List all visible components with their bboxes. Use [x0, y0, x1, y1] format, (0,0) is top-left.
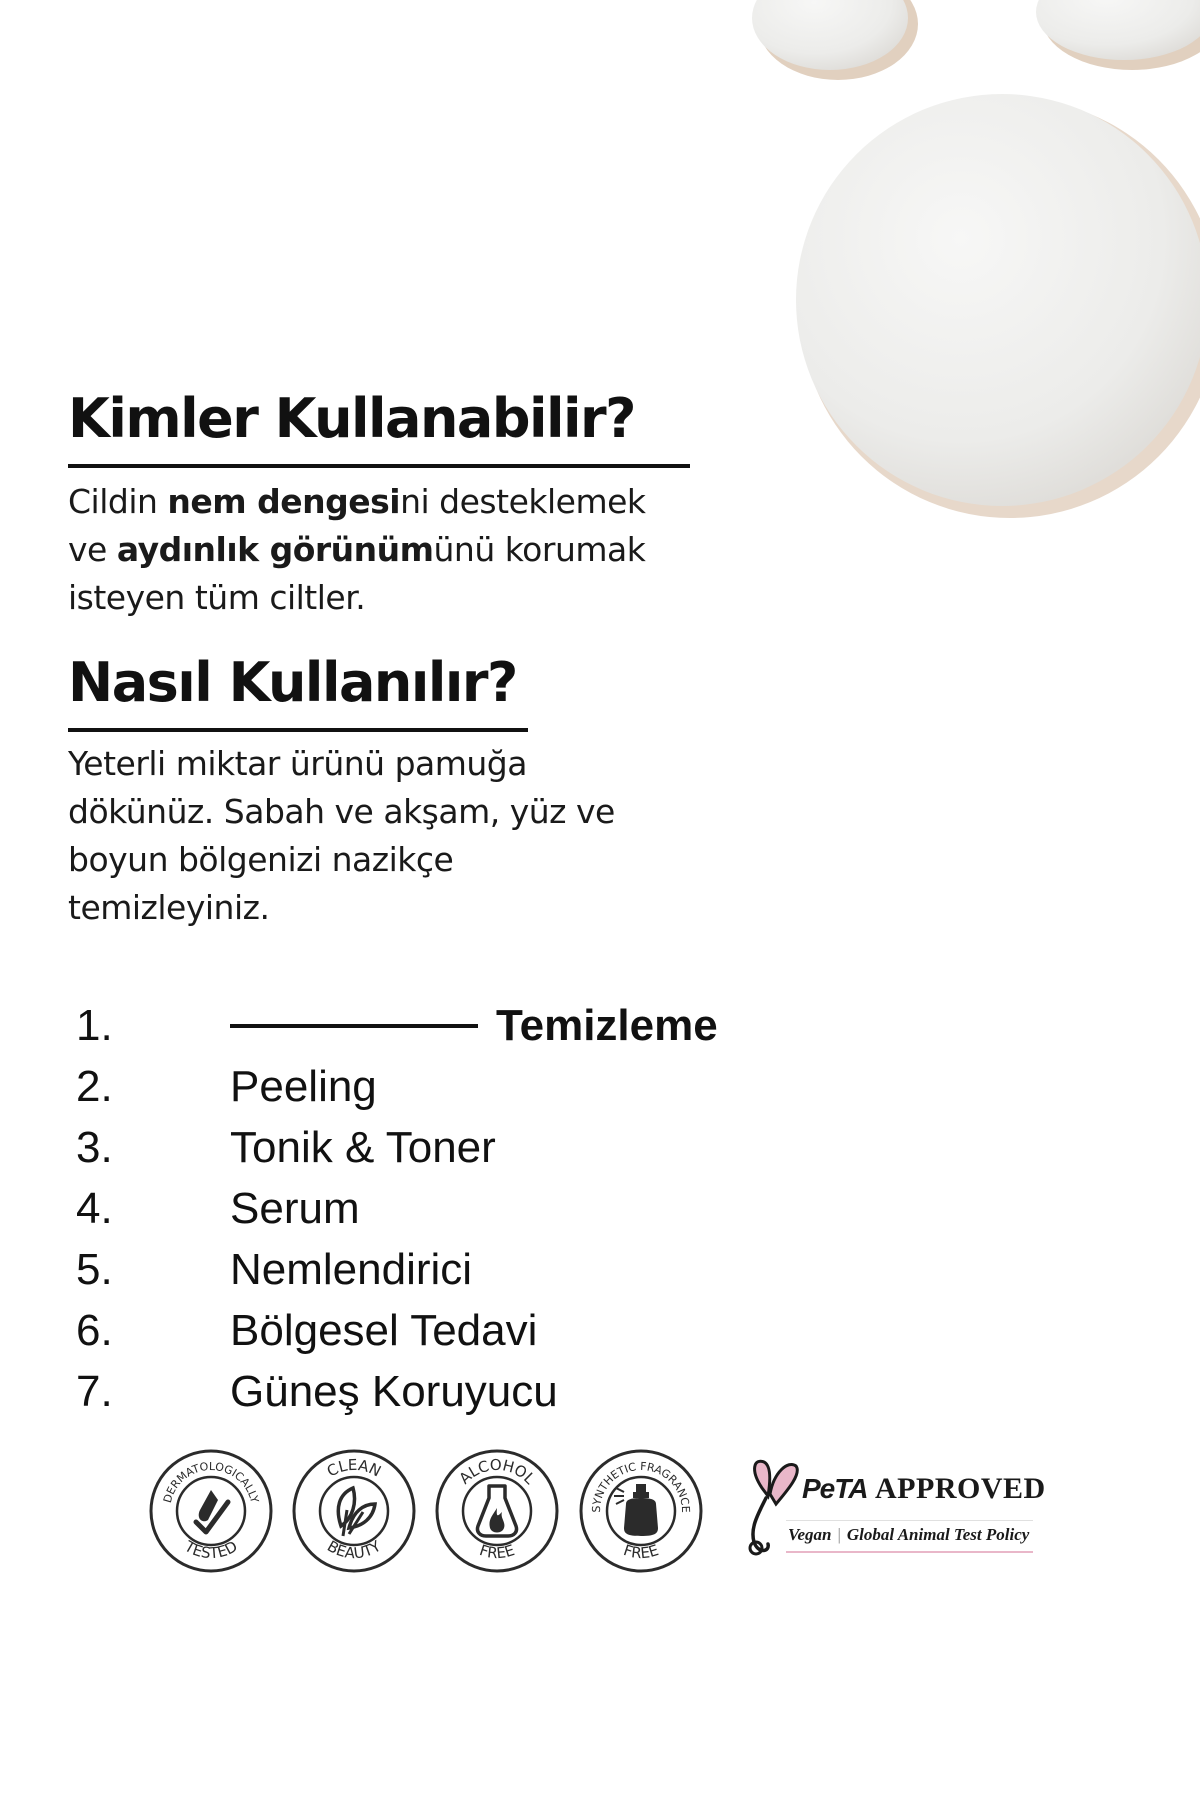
badge-top-text: DERMATOLOGICALLY	[160, 1459, 262, 1505]
flask-flame-icon	[477, 1486, 516, 1536]
text-segment: ni desteklemek	[400, 482, 646, 521]
dermatologically-tested-badge	[148, 1448, 274, 1574]
routine-step	[76, 1056, 776, 1117]
who-can-use-text	[68, 478, 646, 622]
text-segment: temizleyiniz.	[68, 888, 270, 927]
text-segment: ve	[68, 530, 117, 569]
perfume-bottle-icon	[614, 1484, 658, 1536]
routine-step	[76, 1178, 776, 1239]
routine-step	[76, 995, 776, 1056]
badge-seal	[148, 1448, 274, 1574]
text-segment: ünü korumak	[433, 530, 646, 569]
text-line	[68, 836, 615, 884]
routine-step	[76, 1361, 776, 1422]
step-number: 2.	[76, 1062, 113, 1111]
text-line	[68, 478, 646, 526]
how-to-use-heading: Nasıl Kullanılır?	[68, 656, 528, 732]
dropper-hand-icon	[196, 1490, 228, 1532]
who-can-use-heading: Kimler Kullanabilir?	[68, 392, 690, 468]
text-line	[68, 526, 646, 574]
alcohol-free-badge	[434, 1448, 560, 1574]
step-label: Nemlendirici	[230, 1245, 473, 1294]
badge-seal	[434, 1448, 560, 1574]
badge-bottom-text: FREE	[477, 1541, 517, 1563]
text-segment: isteyen tüm ciltler.	[68, 578, 366, 617]
step-label: Bölgesel Tedavi	[230, 1306, 538, 1355]
text-line	[68, 740, 615, 788]
text-line	[68, 574, 646, 622]
badge-top-text: CLEAN	[323, 1455, 384, 1481]
step-number: 7.	[76, 1367, 113, 1416]
step-number: 5.	[76, 1245, 113, 1294]
step-number: 4.	[76, 1184, 113, 1233]
peta-approved-logo	[740, 1458, 1046, 1568]
text-segment: boyun bölgenizi nazikçe	[68, 840, 454, 879]
badge-bottom-text: TESTED	[181, 1537, 241, 1563]
badge-row	[0, 1448, 1200, 1588]
peta-approved-word: APPROVED	[875, 1472, 1046, 1505]
step-label: Peeling	[230, 1062, 377, 1111]
product-texture-bubbles	[0, 0, 1200, 560]
routine-step	[76, 1239, 776, 1300]
peta-separator: |	[837, 1525, 841, 1544]
active-step-pointer-line	[230, 1024, 478, 1028]
clean-beauty-badge	[291, 1448, 417, 1574]
emphasis-text: aydınlık görünüm	[116, 530, 434, 569]
peta-brand: PeTA	[802, 1473, 868, 1504]
badge-seal	[291, 1448, 417, 1574]
synthetic-fragrance-free-badge	[578, 1448, 704, 1574]
routine-step	[76, 1300, 776, 1361]
peta-vegan: Vegan	[788, 1525, 832, 1544]
routine-step	[76, 1117, 776, 1178]
badge-bottom-text: BEAUTY	[324, 1537, 384, 1563]
step-number: 1.	[76, 1001, 113, 1050]
active-step-label: Temizleme	[496, 1001, 718, 1050]
badge-bottom-text: FREE	[621, 1541, 661, 1563]
text-line	[68, 788, 615, 836]
step-number: 3.	[76, 1123, 113, 1172]
leaf-icon	[338, 1488, 375, 1536]
step-number: 6.	[76, 1306, 113, 1355]
step-label: Güneş Koruyucu	[230, 1367, 558, 1416]
step-label: Serum	[230, 1184, 360, 1233]
badge-top-text: ALCOHOL	[455, 1455, 539, 1488]
peta-policy: Global Animal Test Policy	[846, 1525, 1030, 1544]
text-segment: Yeterli miktar ürünü pamuğa	[68, 744, 527, 783]
peta-subtitle	[786, 1520, 1033, 1553]
text-segment: Cildin	[68, 482, 168, 521]
step-label: Tonik & Toner	[230, 1123, 496, 1172]
emphasis-text: nem dengesi	[167, 482, 401, 521]
routine-steps-list	[76, 995, 776, 1422]
badge-seal	[578, 1448, 704, 1574]
badge-top-text: SYNTHETIC FRAGRANCE	[589, 1459, 693, 1513]
how-to-use-text	[68, 740, 615, 932]
peta-approved-title	[802, 1472, 1046, 1506]
text-line	[68, 884, 615, 932]
text-segment: dökünüz. Sabah ve akşam, yüz ve	[68, 792, 615, 831]
